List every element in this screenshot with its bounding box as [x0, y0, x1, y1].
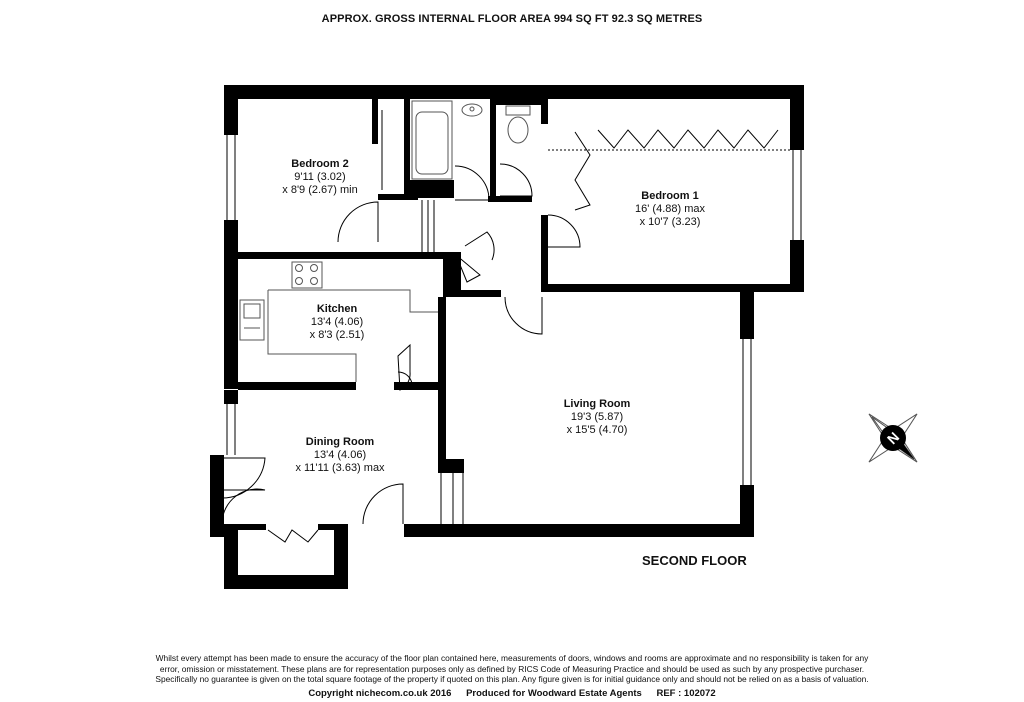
disclaimer	[90, 653, 934, 685]
kitchen-label	[282, 303, 392, 342]
bedroom1-label	[610, 190, 730, 229]
living-room-label	[537, 398, 657, 437]
produced-for-text: Produced for Woodward Estate Agents	[466, 688, 642, 699]
room-name: Dining Room	[305, 436, 375, 448]
disclaimer-line: Whilst every attempt has been made to ensure the accuracy of the floor plan contained here, measurements of doors, windows and rooms are approximate and no responsibility is taken for any	[155, 653, 869, 663]
room-name: Kitchen	[316, 303, 358, 315]
footer	[0, 688, 1024, 699]
room-name: Bedroom 1	[641, 190, 699, 202]
room-dim-1: 9'11 (3.02)	[294, 171, 346, 183]
doors	[222, 164, 580, 542]
room-dim-2: x 15'5 (4.70)	[566, 424, 628, 436]
floor-label: SECOND FLOOR	[642, 553, 747, 568]
bedroom2-label	[260, 158, 380, 197]
bathroom-fixtures	[412, 101, 530, 179]
room-dim-2: x 8'9 (2.67) min	[282, 184, 358, 196]
room-name: Living Room	[563, 398, 631, 410]
room-dim-1: 13'4 (4.06)	[313, 449, 367, 461]
disclaimer-line: Specifically no guarantee is given on the total square footage of the property if quoted on this plan. Any figure given is for initial guidance only and should not be relied on as a basis of valuation.	[155, 674, 869, 684]
room-dim-1: 13'4 (4.06)	[310, 316, 364, 328]
room-dim-1: 19'3 (5.87)	[570, 411, 624, 423]
room-dim-2: x 11'11 (3.63) max	[295, 462, 385, 474]
room-dim-2: x 8'3 (2.51)	[309, 329, 365, 341]
compass-n-label: N	[883, 428, 903, 448]
room-dim-1: 16' (4.88) max	[635, 203, 705, 215]
room-dim-2: x 10'7 (3.23)	[639, 216, 701, 228]
compass	[845, 390, 941, 486]
dining-room-label	[278, 436, 402, 475]
disclaimer-line: error, omission or misstatement. These plans are for representation purposes only as defined by RICS Code of Measuring Practice and should be used as such by any prospective purchaser.	[159, 663, 865, 674]
floor-area-title: APPROX. GROSS INTERNAL FLOOR AREA 994 SQ FT 92.3 SQ METRES	[321, 13, 703, 25]
reference-number: REF : 102072	[656, 688, 716, 699]
room-name: Bedroom 2	[291, 158, 349, 170]
copyright-text: Copyright nichecom.co.uk 2016	[308, 688, 452, 699]
